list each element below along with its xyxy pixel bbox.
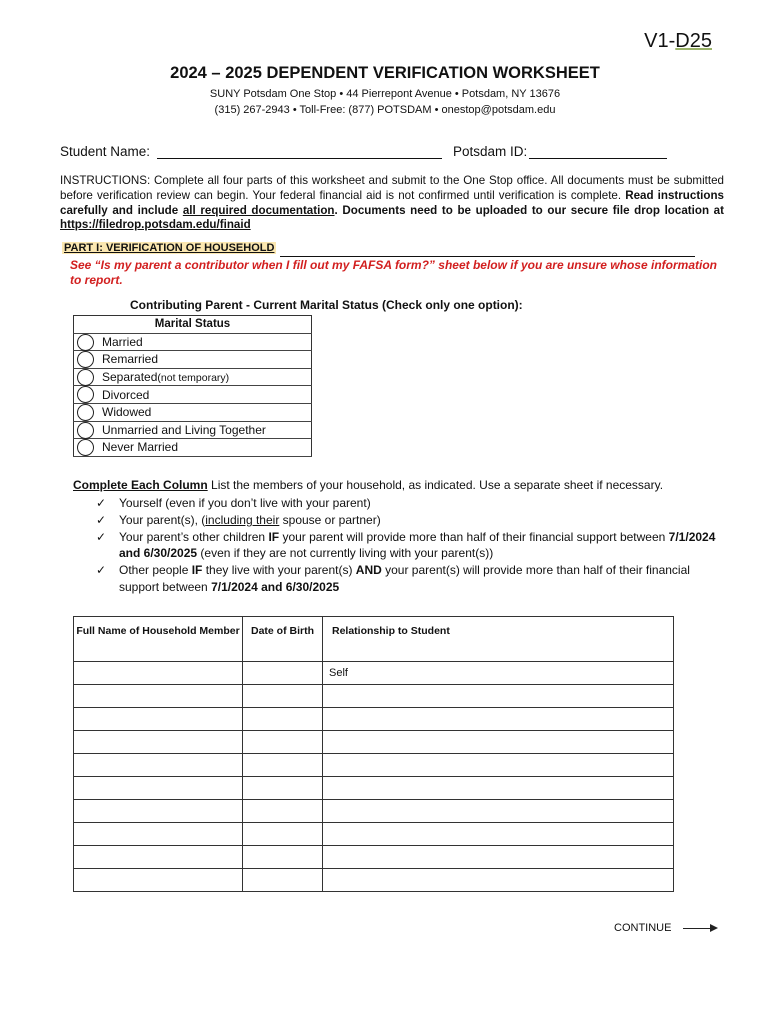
student-name-label: Student Name: — [60, 144, 151, 159]
relationship-self[interactable]: Self — [323, 662, 674, 685]
marital-option-separated[interactable]: Separated(not temporary) — [74, 368, 312, 386]
list-item: ✓ Your parent(s), (including their spouse or partner) — [96, 512, 381, 527]
household-bullet-list — [96, 495, 716, 596]
marital-option-widowed[interactable]: Widowed — [74, 403, 312, 421]
table-row — [74, 731, 674, 754]
list-item: ✓ Other people IF they live with your parent(s) AND your parent(s) will provide more than half of their financial support between 7/1/2024 and 6/30/2025 — [96, 563, 690, 594]
column-header-name: Full Name of Household Member — [74, 617, 243, 662]
household-intro — [73, 478, 663, 492]
address-line-1: SUNY Potsdam One Stop • 44 Pierrepont Avenue • Potsdam, NY 13676 — [209, 88, 561, 100]
radio-separated[interactable] — [77, 369, 94, 386]
page-title: 2024 – 2025 DEPENDENT VERIFICATION WORKSHEET — [170, 64, 600, 82]
address-line-2: (315) 267-2943 • Toll-Free: (877) POTSDAM • onestop@potsdam.edu — [214, 104, 556, 116]
checkmark-icon: ✓ — [96, 563, 107, 578]
student-name-field[interactable] — [157, 157, 442, 159]
household-intro-text: List the members of your household, as indicated. Use a separate sheet if necessary. — [207, 478, 664, 492]
form-code-prefix: V1- — [644, 30, 676, 52]
list-item: ✓ Your parent’s other children IF your parent will provide more than half of their financial support between 7/1/2024 and 6/30/2025 (even if they are not currently living with your parent(s)) — [96, 529, 716, 561]
potsdam-id-label: Potsdam ID: — [453, 144, 528, 159]
form-code-suffix: D25 — [675, 30, 712, 52]
table-row — [74, 708, 674, 731]
radio-unmarried[interactable] — [77, 422, 94, 439]
instructions-bold: Read instructions carefully and include — [60, 188, 725, 217]
marital-subheading: Contributing Parent - Current Marital Status (Check only one option): — [130, 298, 523, 312]
checkmark-icon: ✓ — [96, 512, 107, 527]
potsdam-id-field[interactable] — [529, 157, 667, 159]
household-table — [73, 616, 674, 892]
checkmark-icon: ✓ — [96, 496, 107, 510]
instructions-required-docs: all required documentation — [182, 203, 335, 217]
marital-status-header: Marital Status — [74, 316, 312, 334]
marital-option-divorced[interactable]: Divorced — [74, 386, 312, 404]
marital-option-remarried[interactable]: Remarried — [74, 351, 312, 369]
part-1-heading: PART I: VERIFICATION OF HOUSEHOLD — [64, 242, 275, 254]
table-row — [74, 869, 674, 892]
column-header-dob: Date of Birth — [243, 617, 323, 662]
instructions-text: INSTRUCTIONS: Complete all four parts of this worksheet and submit to the One Stop office. All documents must be submitted before verification review can begin. Your federal financial aid is not confirmed until verification is complete. — [60, 174, 724, 202]
arrowhead-icon — [710, 924, 718, 932]
marital-option-never-married[interactable]: Never Married — [74, 439, 312, 457]
continue-label: CONTINUE — [614, 922, 672, 934]
table-row — [74, 846, 674, 869]
instructions-upload: . Documents need to be uploaded to our secure file drop location at — [334, 203, 724, 217]
table-row — [74, 662, 674, 685]
checkmark-icon: ✓ — [96, 529, 107, 544]
marital-option-unmarried[interactable]: Unmarried and Living Together — [74, 421, 312, 439]
form-code — [644, 30, 712, 53]
column-header-relationship: Relationship to Student — [323, 617, 674, 662]
filedrop-link[interactable]: https://filedrop.potsdam.edu/finaid — [60, 218, 251, 232]
part-1-rule — [280, 255, 695, 257]
marital-status-table — [73, 315, 312, 457]
table-row — [74, 823, 674, 846]
household-intro-bold: Complete Each Column — [73, 478, 208, 492]
table-row — [74, 685, 674, 708]
radio-widowed[interactable] — [77, 404, 94, 421]
radio-married[interactable] — [77, 334, 94, 351]
part-1-note: See “Is my parent a contributor when I fill out my FAFSA form?” sheet below if you are unsure whose information to report. — [70, 258, 717, 287]
marital-option-married[interactable]: Married — [74, 333, 312, 351]
table-row — [74, 800, 674, 823]
table-row — [74, 754, 674, 777]
list-item: ✓ Yourself (even if you don’t live with your parent) — [96, 496, 371, 510]
arrow-right-icon — [683, 928, 713, 929]
separated-note: (not temporary) — [157, 372, 230, 385]
table-row — [74, 777, 674, 800]
instructions — [60, 174, 724, 233]
